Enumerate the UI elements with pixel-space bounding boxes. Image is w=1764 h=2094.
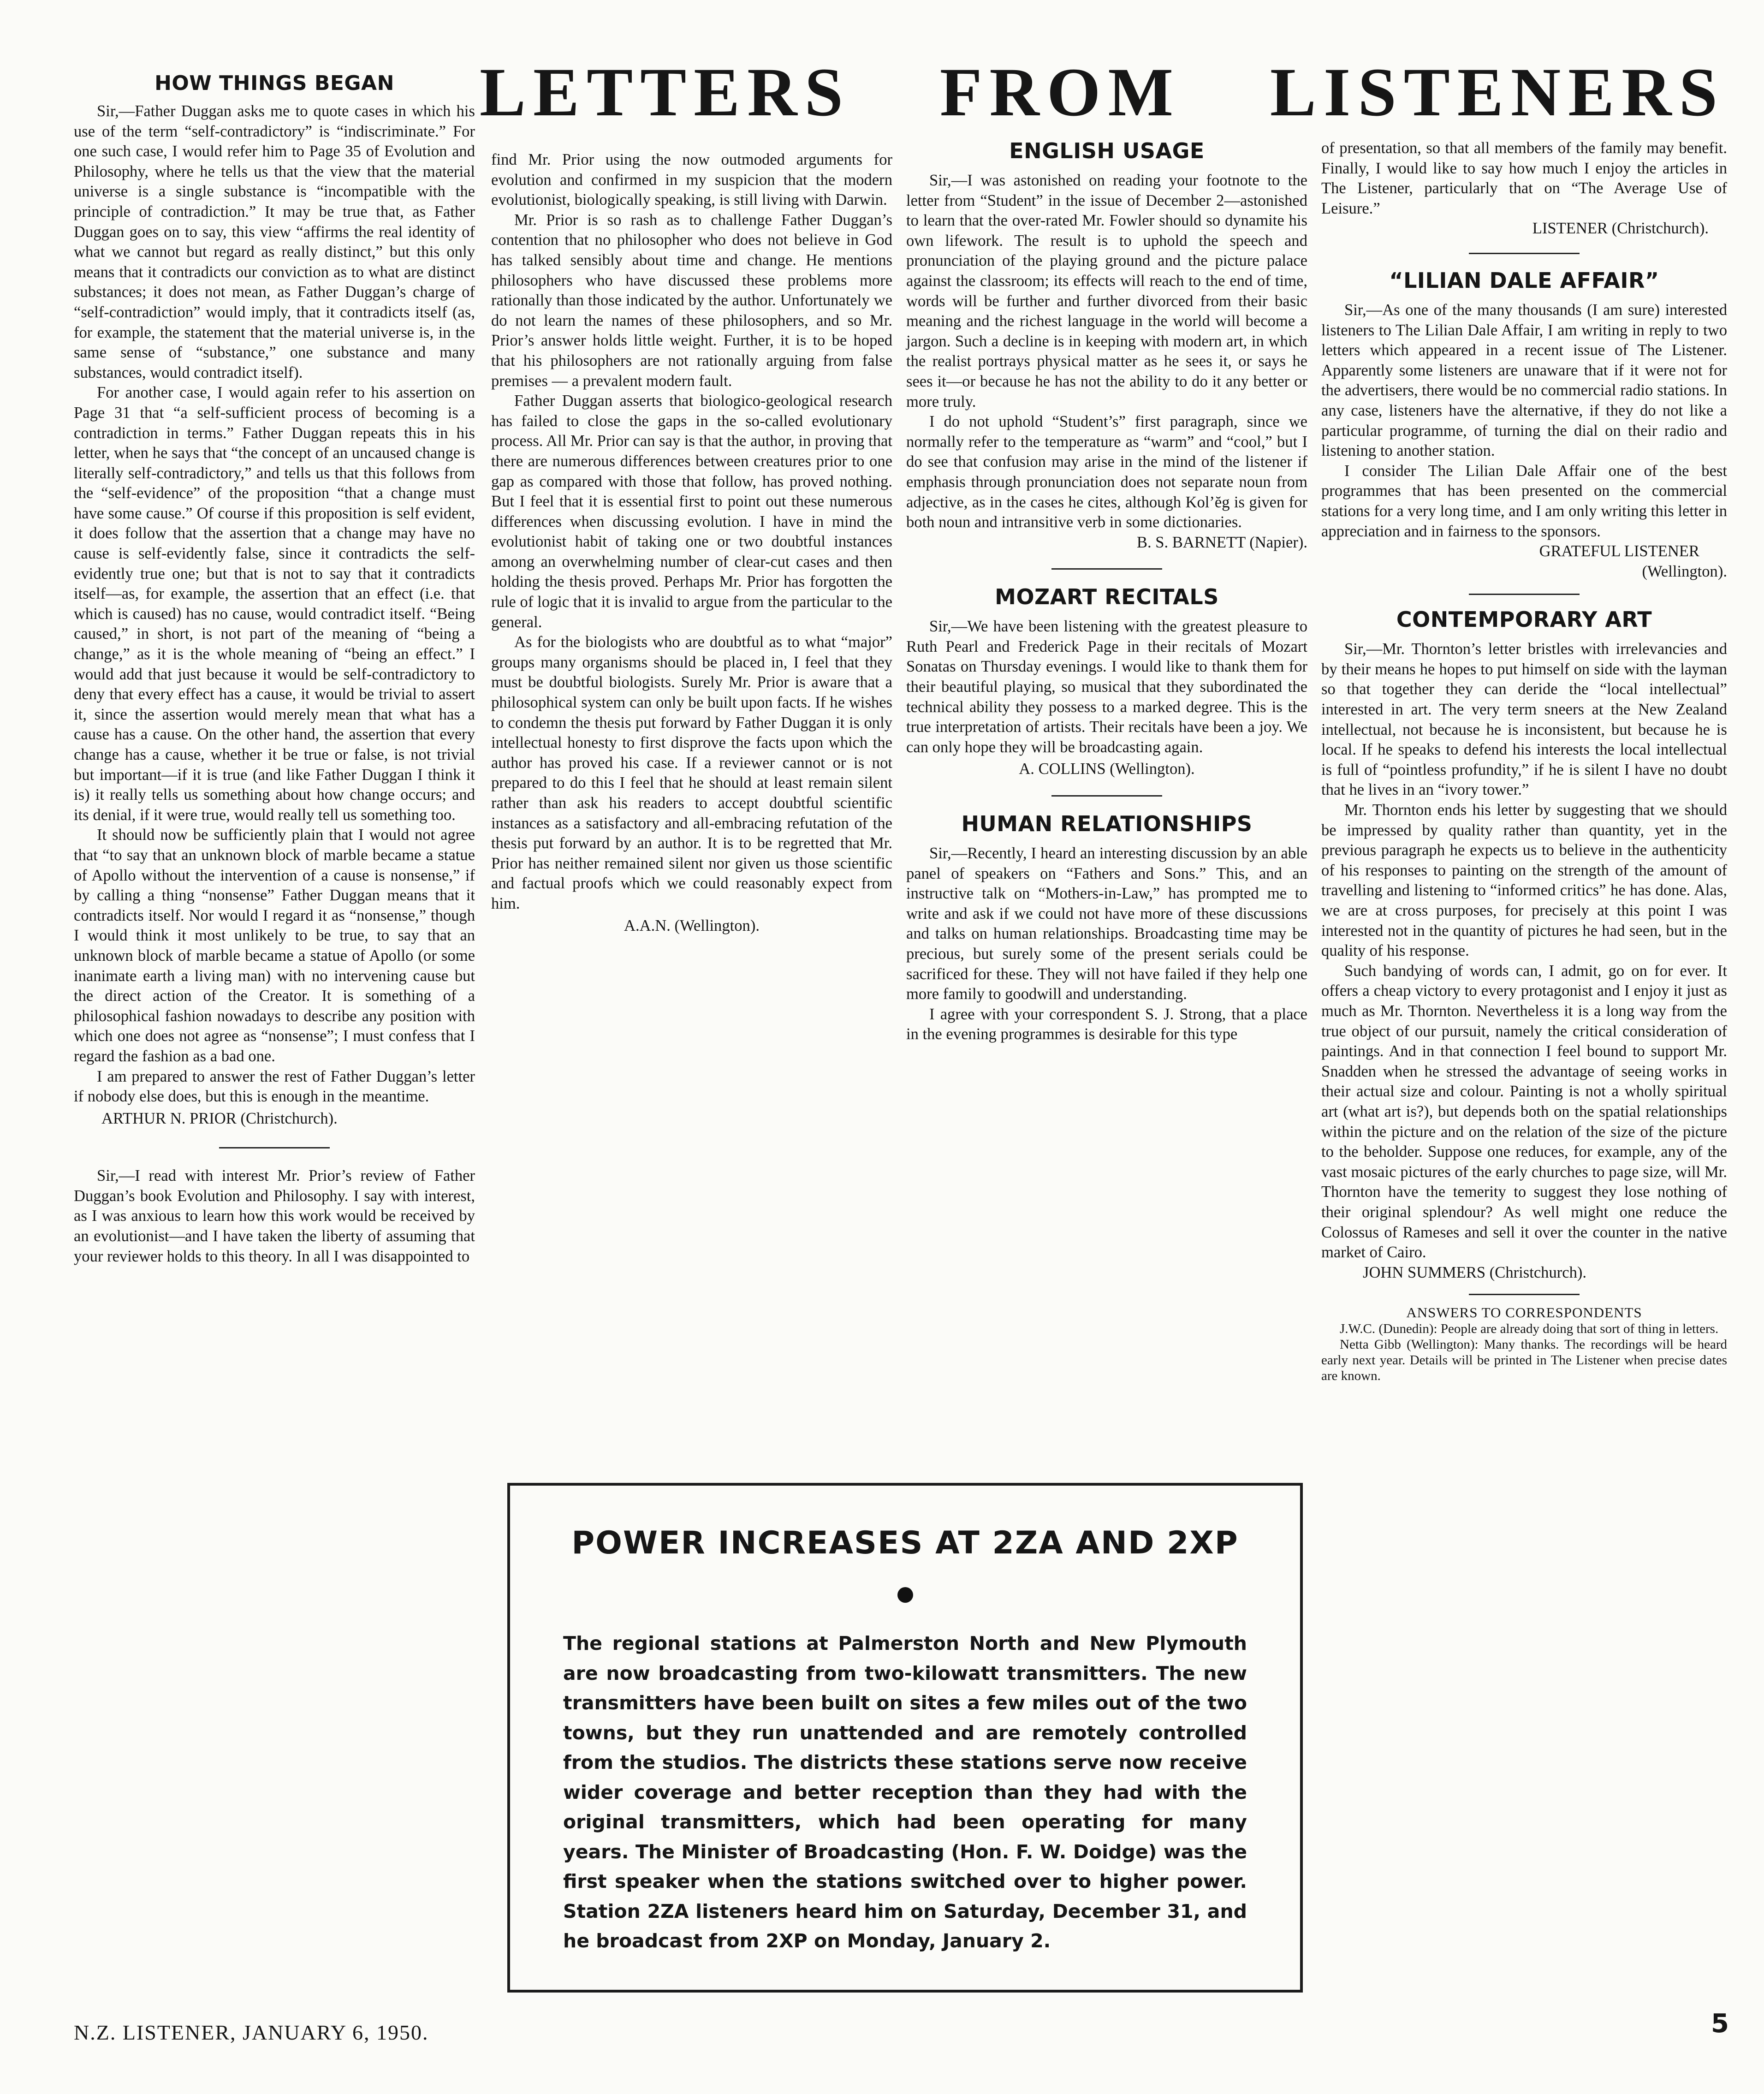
heading-mozart-recitals: MOZART RECITALS <box>995 584 1219 610</box>
divider <box>1469 594 1580 595</box>
divider <box>1051 795 1162 797</box>
letter-art-p1: Sir,—Mr. Thornton’s letter bristles with irrelevancies and by their means he hopes to put himself on side with the layman so that together they can deride the “local intellectual” interested in art. The very term sneers at the New Zealand intellectual, not because he is inconsistent, but because he is local. If he speaks to defend his interests the local intellectual is full of “pointless profundity,” if he is silent I have no doubt that he lives in an “ivory tower.” <box>1321 640 1727 799</box>
letter-collins-p1: Sir,—We have been listening with the greatest pleasure to Ruth Pearl and Frederick Page in their recitals of Mozart Sonatas on Thursday evenings. I would like to thank them for their beautiful playing, so musical that they subordinated the technical ability they possess to a marked degree. This is the true interpretation of artists. Their recitals have been a joy. We can only hope they will be broadcasting again. <box>906 618 1307 756</box>
letter-art-p3: Such bandying of words can, I admit, go on for ever. It offers a cheap victory to every protagonist and I enjoy it just as much as Mr. Thornton. Nevertheless it is a long way from the true object of our pursuit, namely the critical consideration of paintings. And in that connection I feel bound to support Mr. Snadden when he stressed the advantage of seeing works in their actual size and colour. Painting is not a wholly spiritual art (what art is?), but depends both on the spatial relationships within the picture and on the relation of the size of the picture to the beholder. Suppose one reduces, for example, any of the vast mosaic pictures of the early churches to page size, will Mr. Thornton have the temerity to suggest they lose nothing of their original splendour? As well might one reduce the Colossus of Rameses and sell it over the counter in the native market of Cairo. <box>1321 962 1727 1261</box>
title-word-1: LETTERS <box>480 54 850 131</box>
letter-prior-p2: For another case, I would again refer to his assertion on Page 31 that “a self-sufficient process of becoming is a contradiction in terms.” Father Duggan repeats this in his letter, when he says that “the concept of an uncaused change is literally self-contradictory,” and tells us that this follows from the “self-evidence” of the proposition “that a change must have some cause.” Of course if this proposition is self evident, it does follow that the assertion that a change may have no cause is self-evidently false, since it contradicts the self-evidently true one; but that is not to say that it contradicts itself—as, for example, the assertion that an effect (i.e. that which is caused) has no cause, would contradict itself. “Being caused,” in short, is not part of the meaning of “being a change,” as it is the whole meaning of “being an effect.” I would add that just because it would be self-contradictory to deny that every effect has a cause, it would be trivial to assert it, since the assertion would merely mean that what has a cause has a cause. On the other hand, the assertion that every change has a cause, whether it be true or false, is not trivial but important—if it is true (and like Father Duggan I think it is) it really tells us something about how change occurs; and its denial, if it were true, would really tell us something too. <box>74 384 475 824</box>
signature-listener: LISTENER (Christchurch). <box>1532 220 1709 238</box>
letter-prior-p1: Sir,—Father Duggan asks me to quote cases in which his use of the term “self-contradictory” is “indiscriminate.” For one such case, I would refer him to Page 35 of Evolution and Philosophy, where he tells us that the view that the material universe is a single substance is “incompatible with the principle of contradiction.” It may be true that, as Father Duggan goes on to say, this view “affirms the real identity of what we cannot but regard as really distinct,” but this only means that it contradicts our conviction as to what are distinct substances; it does not mean, as Father Duggan’s charge of “self-contradiction” would imply, that it contradicts itself (as, for example, the statement that the material universe is, in the same sense of “substance,” one substance and many substances, would contradict itself). <box>74 102 475 381</box>
letter-barnett-p2: I do not uphold “Student’s” first paragraph, since we normally refer to the temperature as “warm” and “cool,” but I do see that confusion may arise in the mind of the listener if emphasis through pronunciation does not separate noun from adjective, as in the cases he cites, although Kol’ĕg is given for both noun and intransitive verb in some dictionaries. <box>906 413 1307 531</box>
letter-aan-p4: Father Duggan asserts that biologico-geological research has failed to close the gaps in the so-called evolutionary process. All Mr. Prior can say is that the author, in proving that there are numerous differences between creatures prior to one gap as compared with those that follow, has proved nothing. But I feel that it is essential first to point out these numerous differences when discussing evolution. I have in mind the evolutionist habit of taking one or two doubtful instances among an overwhelming number of clear-cut cases and then holding the thesis proved. Perhaps Mr. Prior has forgotten the rule of logic that it is invalid to argue from the particular to the general. <box>491 392 892 631</box>
letter-human-p2: I agree with your correspondent S. J. Strong, that a place in the evening programmes is desirable for this type <box>906 1005 1307 1043</box>
title-word-3: LISTENERS <box>1270 54 1725 131</box>
divider <box>1469 253 1580 254</box>
heading-lilian-dale-affair: “LILIAN DALE AFFAIR” <box>1389 268 1659 293</box>
letter-aan-p1: Sir,—I read with interest Mr. Prior’s review of Father Duggan’s book Evolution and Philosophy. I say with interest, as I was anxious to learn how this work would be received by an evolutionist—and I have taken the liberty of assuming that your reviewer holds to this theory. In all I was disappointed to <box>74 1167 475 1265</box>
divider <box>1051 568 1162 570</box>
signature-collins: A. COLLINS (Wellington). <box>1019 760 1195 778</box>
heading-contemporary-art: CONTEMPORARY ART <box>1396 607 1652 632</box>
notice-body: The regional stations at Palmerston North and New Plymouth are now broadcasting from two-kilowatt transmitters. The new transmitters have been built on sites a few miles out of the two towns, but they run unattended and are remotely controlled from the studios. The districts these stations serve now receive wider coverage and better reception than they had with the original transmitters, which had been operating for many years. The Minister of Broadcasting (Hon. F. W. Doidge) was the first speaker when the stations switched over to higher power. Station 2ZA listeners heard him on Saturday, December 31, and he broadcast from 2XP on Monday, January 2. <box>563 1632 1247 1952</box>
page-number: 5 <box>1711 2009 1729 2039</box>
letter-human-p1: Sir,—Recently, I heard an interesting discussion by an able panel of speakers on “Fathers and Sons.” This, and an instructive talk on “Mothers-in-Law,” has prompted me to write and ask if we could not have more of these discussions and talks on human relationships. Broadcasting time may be precious, but surely some of the present serials could be sacrificed for these. They will not have failed if they help one more family to goodwill and understanding. <box>906 845 1307 1003</box>
letter-aan-p2: find Mr. Prior using the now outmoded arguments for evolution and confirmed in my suspicion that the modern evolutionist, biologically speaking, is still living with Darwin. <box>491 151 892 209</box>
letter-prior-p3: It should now be sufficiently plain that I would not agree that “to say that an unknown block of marble became a statue of Apollo without the intervention of a cause is nonsense,” if by calling a thing “nonsense” Father Duggan means that it contradicts itself. Nor would I regard it as “nonsense,” though I would think it most unlikely to be true, to say that an unknown block of marble became a statue of Apollo (or some inanimate earth a living man) with no intervening cause but the direct action of the Creator. It is something of a philosophical fashion nowadays to describe any position with which one does not agree as “nonsense”; I must confess that I regard the fashion as a bad one. <box>74 826 475 1065</box>
letter-aan-p3: Mr. Prior is so rash as to challenge Father Duggan’s contention that no philosopher who does not believe in God has talked sensibly about time and change. He mentions philosophers who have discussed these problems more rationally than those indicated by the author. Unfortunately we do not learn the names of these philosophers, and so Mr. Prior’s answer holds little weight. Further, it is to be hoped that his philosophers are not rationally arguing from false premises — a prevalent modern fault. <box>491 211 892 390</box>
notice-title: POWER INCREASES AT 2ZA AND 2XP <box>571 1525 1239 1561</box>
page-title <box>480 55 1725 129</box>
signature-barnett: B. S. BARNETT (Napier). <box>1136 533 1307 551</box>
letter-barnett-p1: Sir,—I was astonished on reading your footnote to the letter from “Student” in the issue of December 2—astonished to learn that the over-rated Mr. Fowler should so dynamite his own lifework. The result is to uphold the speech and pronunciation of the playing ground and the picture palace against the classroom; its effects will reach to the end of time, words will be further and further divorced from their basic meaning and the richest language in the world will become a jargon. Such a decline is in keeping with modern art, in which the realist portrays physical matter as he sees it, or says he sees it—or because he has not the ability to do it any better or more truly. <box>906 172 1307 410</box>
signature-summers: JOHN SUMMERS (Christchurch). <box>1363 1263 1587 1281</box>
divider <box>219 1147 330 1148</box>
signature-grateful: GRATEFUL LISTENER <box>1539 542 1699 560</box>
title-word-2: FROM <box>939 54 1181 131</box>
letter-art-p2: Mr. Thornton ends his letter by suggesting that we should be impressed by quality rather than quantity, yet in the previous paragraph he expects us to believe in the authenticity of his responses to painting on the strength of the amount of travelling and listening to “informed critics” he has done. Alas, we are at cross purposes, for precisely at this point I was interested not in the quantity of pictures he had seen, but in the quality of his response. <box>1321 801 1727 960</box>
heading-human-relationships: HUMAN RELATIONSHIPS <box>961 811 1253 837</box>
heading-how-things-began: HOW THINGS BEGAN <box>154 71 394 95</box>
letter-lilian-p2: I consider The Lilian Dale Affair one of the best programmes that has been presented on the commercial stations for a very long time, and I am only writing this letter in appreciation and in fairness to the sponsors. <box>1321 462 1727 540</box>
column-4 <box>1321 138 1727 1384</box>
answer-jwc: J.W.C. (Dunedin): People are already doing that sort of thing in letters. <box>1340 1321 1719 1337</box>
answers-heading: ANSWERS TO CORRESPONDENTS <box>1406 1304 1642 1321</box>
answer-netta-gibb: Netta Gibb (Wellington): Many thanks. The recordings will be heard early next year. Details will be printed in The Listener when precise dates are known. <box>1321 1337 1727 1384</box>
letter-lilian-p1: Sir,—As one of the many thousands (I am sure) interested listeners to The Lilian Dale Affair, I am writing in reply to two letters which appeared in a recent issue of The Listener. Apparently some listeners are unaware that if it were not for the advertisers, there would be no commercial radio stations. In any case, listeners have the alternative, if they do not like a particular programme, of turning the dial on their radio and listening to another station. <box>1321 301 1727 460</box>
footer-masthead: N.Z. LISTENER, JANUARY 6, 1950. <box>74 2021 429 2044</box>
letter-human-p3: of presentation, so that all members of the family may benefit. Finally, I would like to say how much I enjoy the articles in The Listener, particularly that on “The Average Use of Leisure.” <box>1321 139 1727 217</box>
divider <box>1469 1294 1580 1295</box>
signature-aan: A.A.N. (Wellington). <box>624 916 760 934</box>
letter-aan-p5: As for the biologists who are doubtful as to what “major” groups many organisms should be placed in, I feel that they must be doubtful biologists. Surely Mr. Prior is aware that a philosophical system can only be built upon facts. If he wishes to condemn the thesis put forward by Father Duggan it is only intellectual honesty to first disprove the facts upon which the author has proved his case. If a reviewer cannot or is not prepared to do this I feel that he should at least remain silent rather than ask his readers to accept doubtful scientific instances as a satisfactory and all-embracing refutation of the thesis put forward by an author. It is to be regretted that Mr. Prior has neither remained silent nor given us those scientific and factual proofs which we could reasonably expect from him. <box>491 633 892 912</box>
signature-prior: ARTHUR N. PRIOR (Christchurch). <box>101 1109 338 1127</box>
column-3 <box>906 138 1307 1045</box>
column-2 <box>491 150 892 936</box>
heading-english-usage: ENGLISH USAGE <box>1009 138 1205 163</box>
power-increase-notice <box>507 1483 1303 1993</box>
column-1 <box>74 71 475 1267</box>
letter-prior-p4: I am prepared to answer the rest of Father Duggan’s letter if nobody else does, but this is enough in the meantime. <box>74 1067 475 1106</box>
bullet-dot <box>897 1587 913 1603</box>
signature-grateful-place: (Wellington). <box>1642 562 1727 580</box>
